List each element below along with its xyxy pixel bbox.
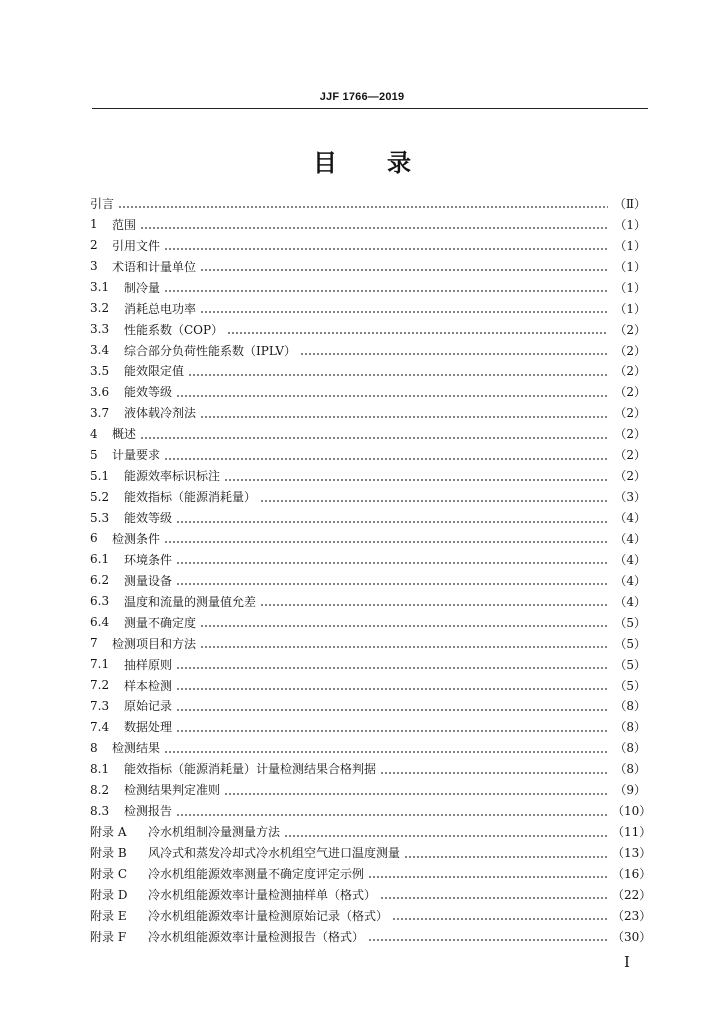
toc-entry-number: 7.2 <box>90 678 110 693</box>
toc-entry-label: 检测项目和方法 <box>112 636 197 651</box>
toc-entry-number: 6 <box>90 531 98 546</box>
toc-entry-number: 5.2 <box>90 489 110 504</box>
toc-entry-number: 3.3 <box>90 322 110 337</box>
toc-dot-leader <box>260 595 608 607</box>
toc-entry[interactable] <box>90 214 646 235</box>
toc-entry-number: 5.1 <box>90 468 110 483</box>
toc-entry-page: （23） <box>612 908 652 923</box>
toc-entry[interactable] <box>90 758 646 779</box>
toc-entry-label: 检测条件 <box>112 531 161 546</box>
toc-entry[interactable] <box>90 256 646 277</box>
toc-dot-leader <box>164 239 608 251</box>
toc-dot-leader <box>368 930 608 942</box>
toc-dot-leader <box>164 449 608 461</box>
toc-entry-label: 检测结果 <box>112 741 161 756</box>
toc-dot-leader <box>404 847 608 859</box>
toc-entry-label: 性能系数（COP） <box>124 322 224 337</box>
toc-entry-number: 6.2 <box>90 573 110 588</box>
toc-entry-label: 能源效率标识标注 <box>124 469 221 484</box>
toc-entry[interactable] <box>90 842 652 863</box>
toc-dot-leader <box>224 784 608 796</box>
document-code: JJF 1766—2019 <box>319 91 405 103</box>
toc-entry-label: 范围 <box>112 217 137 232</box>
toc-dot-leader <box>260 491 608 503</box>
toc-dot-leader <box>164 742 608 754</box>
toc-entry-number: 6.4 <box>90 615 110 630</box>
toc-entry-label: 计量要求 <box>112 448 161 463</box>
toc-entry-number: 1 <box>90 217 98 232</box>
toc-entry-label: 原始记录 <box>124 699 173 714</box>
toc-entry-label: 测量设备 <box>124 573 173 588</box>
toc-entry[interactable] <box>90 402 646 423</box>
toc-entry[interactable] <box>90 465 646 486</box>
toc-entry-number: 附录 F <box>90 929 127 944</box>
toc-entry-number: 3.4 <box>90 343 110 358</box>
toc-entry[interactable] <box>90 235 646 256</box>
toc-entry-label: 冷水机组能源效率计量检测原始记录（格式） <box>148 908 389 923</box>
page-title <box>0 143 724 178</box>
toc-entry-page: （4） <box>614 594 646 609</box>
toc-entry-label: 测量不确定度 <box>124 615 197 630</box>
toc-entry-label: 概述 <box>112 427 137 442</box>
toc-entry[interactable] <box>90 633 646 654</box>
toc-dot-leader <box>176 512 608 524</box>
toc-dot-leader <box>200 637 608 649</box>
toc-entry-number: 3.1 <box>90 280 110 295</box>
toc-dot-leader <box>176 805 608 817</box>
toc-entry-number: 3.6 <box>90 384 110 399</box>
toc-entry[interactable] <box>90 863 652 884</box>
toc-dot-leader <box>176 658 608 670</box>
toc-entry-label: 温度和流量的测量值允差 <box>124 594 257 609</box>
toc-entry-page: （5） <box>614 636 646 651</box>
toc-entry[interactable] <box>90 340 646 361</box>
toc-entry-page: （4） <box>614 552 646 567</box>
toc-dot-leader <box>200 616 608 628</box>
title-char-2: 录 <box>387 149 411 177</box>
toc-entry-page: （2） <box>614 469 646 484</box>
toc-entry-label: 冷水机组能源效率计量检测报告（格式） <box>148 929 365 944</box>
toc-entry-number: 附录 A <box>90 825 127 840</box>
toc-dot-leader <box>188 365 608 377</box>
toc-dot-leader <box>118 197 608 209</box>
toc-entry-page: （13） <box>612 846 652 861</box>
toc-entry[interactable] <box>90 528 646 549</box>
toc-entry-page: （9） <box>614 783 646 798</box>
toc-entry[interactable] <box>90 298 646 319</box>
toc-entry-page: （1） <box>614 280 646 295</box>
toc-entry-page: （3） <box>614 490 646 505</box>
toc-entry-page: （2） <box>614 385 646 400</box>
toc-entry-page: （Ⅱ） <box>613 196 646 211</box>
toc-dot-leader <box>176 679 608 691</box>
toc-dot-leader <box>368 867 608 879</box>
toc-entry[interactable] <box>90 549 646 570</box>
toc-entry[interactable] <box>90 591 646 612</box>
toc-entry-page: （2） <box>614 406 646 421</box>
toc-entry-page: （2） <box>614 343 646 358</box>
toc-entry-label: 消耗总电功率 <box>124 301 197 316</box>
toc-entry[interactable] <box>90 612 646 633</box>
toc-entry[interactable] <box>90 486 646 507</box>
toc-dot-leader <box>200 302 608 314</box>
toc-entry-page: （22） <box>612 887 652 902</box>
toc-entry-number: 3.2 <box>90 301 110 316</box>
toc-entry[interactable] <box>90 696 646 717</box>
toc-entry-number: 附录 B <box>90 846 127 861</box>
toc-entry-page: （8） <box>614 699 646 714</box>
toc-entry-page: （4） <box>614 531 646 546</box>
toc-entry-page: （5） <box>614 615 646 630</box>
toc-entry-page: （5） <box>614 678 646 693</box>
toc-entry[interactable] <box>90 423 646 444</box>
toc-entry-page: （1） <box>614 217 646 232</box>
toc-entry[interactable] <box>90 319 646 340</box>
toc-dot-leader <box>380 888 608 900</box>
toc-entry-page: （8） <box>614 762 646 777</box>
toc-entry-number: 附录 C <box>90 866 127 881</box>
toc-dot-leader <box>284 826 608 838</box>
page-number: I <box>624 953 630 971</box>
toc-entry-number: 5 <box>90 447 98 462</box>
toc-entry-label: 冷水机组能源效率测量不确定度评定示例 <box>148 866 365 881</box>
toc-dot-leader <box>164 532 608 544</box>
toc-entry-page: （4） <box>614 573 646 588</box>
toc-entry-page: （4） <box>614 511 646 526</box>
toc-entry[interactable] <box>90 193 646 214</box>
toc-entry-label: 能效指标（能源消耗量） <box>124 490 257 505</box>
toc-entry-number: 8.1 <box>90 761 110 776</box>
toc-entry-number: 7.4 <box>90 719 110 734</box>
toc-entry-number: 6.3 <box>90 594 110 609</box>
toc-entry[interactable] <box>90 507 646 528</box>
toc-entry-page: （8） <box>614 741 646 756</box>
toc-entry-number: 7.1 <box>90 657 110 672</box>
toc-dot-leader <box>176 574 608 586</box>
toc-entry-label: 环境条件 <box>124 552 173 567</box>
toc-entry[interactable] <box>90 570 646 591</box>
toc-entry-number: 3.7 <box>90 405 110 420</box>
toc-entry-page: （2） <box>614 427 646 442</box>
toc-entry-label: 能效指标（能源消耗量）计量检测结果合格判据 <box>124 762 377 777</box>
toc-dot-leader <box>164 281 608 293</box>
toc-entry[interactable] <box>90 884 652 905</box>
toc-entry[interactable] <box>90 675 646 696</box>
toc-entry[interactable] <box>90 926 652 947</box>
toc-entry[interactable] <box>90 737 646 758</box>
toc-dot-leader <box>300 344 608 356</box>
toc-dot-leader <box>140 218 608 230</box>
toc-entry-page: （1） <box>614 259 646 274</box>
toc-dot-leader <box>380 763 608 775</box>
toc-entry-label: 冷水机组制冷量测量方法 <box>148 825 281 840</box>
toc-entry-page: （30） <box>612 929 652 944</box>
toc-entry-page: （5） <box>614 657 646 672</box>
toc-entry[interactable] <box>90 654 646 675</box>
toc-entry-page: （11） <box>612 825 652 840</box>
toc-entry-label: 样本检测 <box>124 678 173 693</box>
toc-entry-number: 8 <box>90 740 98 755</box>
toc-dot-leader <box>392 909 608 921</box>
toc-entry-label: 引言 <box>90 196 115 211</box>
toc-dot-leader <box>176 553 608 565</box>
toc-entry-label: 液体载冷剂法 <box>124 406 197 421</box>
toc-entry-label: 能效等级 <box>124 385 173 400</box>
toc-entry-label: 制冷量 <box>124 280 161 295</box>
toc-entry-label: 引用文件 <box>112 238 161 253</box>
toc-entry-number: 6.1 <box>90 552 110 567</box>
toc-entry[interactable] <box>90 905 652 926</box>
toc-entry-label: 抽样原则 <box>124 657 173 672</box>
toc-entry[interactable] <box>90 716 646 737</box>
title-char-1: 目 <box>313 149 337 177</box>
toc-entry-label: 冷水机组能源效率计量检测抽样单（格式） <box>148 887 377 902</box>
toc-dot-leader <box>176 721 608 733</box>
toc-entry[interactable] <box>90 800 652 821</box>
toc-entry[interactable] <box>90 361 646 382</box>
toc-dot-leader <box>140 428 608 440</box>
table-of-contents <box>90 193 652 947</box>
toc-entry-page: （16） <box>612 866 652 881</box>
toc-entry-number: 3.5 <box>90 363 110 378</box>
toc-entry-page: （8） <box>614 720 646 735</box>
toc-entry[interactable] <box>90 444 646 465</box>
toc-entry-label: 术语和计量单位 <box>112 259 197 274</box>
toc-entry-page: （2） <box>614 364 646 379</box>
toc-entry-number: 5.3 <box>90 510 110 525</box>
toc-entry-label: 能效限定值 <box>124 364 185 379</box>
toc-entry-label: 检测结果判定准则 <box>124 783 221 798</box>
toc-dot-leader <box>176 386 608 398</box>
toc-entry[interactable] <box>90 821 652 842</box>
toc-entry-label: 数据处理 <box>124 720 173 735</box>
toc-entry-page: （2） <box>614 448 646 463</box>
toc-entry-label: 风冷式和蒸发冷却式冷水机组空气进口温度测量 <box>148 846 401 861</box>
toc-entry-number: 4 <box>90 426 98 441</box>
toc-dot-leader <box>227 323 608 335</box>
toc-entry-number: 8.3 <box>90 803 110 818</box>
toc-entry[interactable] <box>90 779 646 800</box>
toc-entry-number: 2 <box>90 238 98 253</box>
toc-entry-number: 7 <box>90 636 98 651</box>
toc-entry-page: （1） <box>614 301 646 316</box>
toc-entry-page: （10） <box>612 804 652 819</box>
toc-entry-number: 8.2 <box>90 782 110 797</box>
toc-entry-label: 综合部分负荷性能系数（IPLV） <box>124 343 297 358</box>
toc-entry-number: 附录 E <box>90 908 127 923</box>
toc-entry-number: 3 <box>90 259 98 274</box>
toc-entry-page: （2） <box>614 322 646 337</box>
toc-dot-leader <box>224 470 608 482</box>
toc-dot-leader <box>176 700 608 712</box>
toc-entry-number: 附录 D <box>90 887 128 902</box>
toc-dot-leader <box>200 407 608 419</box>
toc-dot-leader <box>200 260 608 272</box>
toc-entry-page: （1） <box>614 238 646 253</box>
toc-entry-label: 检测报告 <box>124 804 173 819</box>
toc-entry-number: 7.3 <box>90 698 110 713</box>
toc-entry[interactable] <box>90 381 646 402</box>
toc-entry-label: 能效等级 <box>124 511 173 526</box>
toc-entry[interactable] <box>90 277 646 298</box>
header-divider <box>92 108 648 109</box>
